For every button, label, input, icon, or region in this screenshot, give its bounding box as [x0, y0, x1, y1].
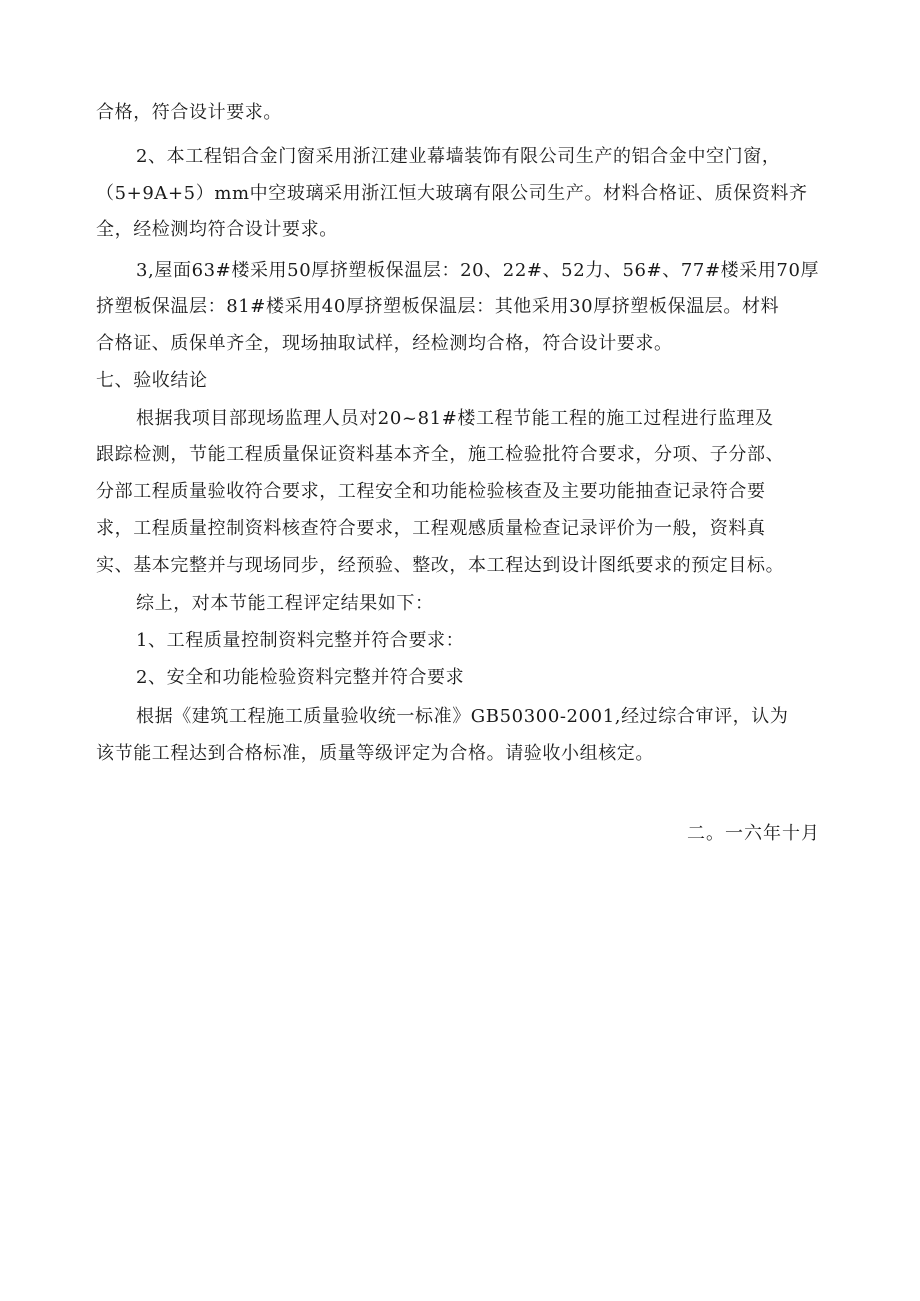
- paragraph-line: 全，经检测均符合设计要求。: [96, 219, 338, 240]
- paragraph-line: 根据《建筑工程施工质量验收统一标准》GB50300-2001,经过综合审评，认为: [136, 706, 789, 727]
- paragraph-line: 该节能工程达到合格标准，质量等级评定为合格。请验收小组核定。: [96, 743, 654, 764]
- paragraph-line: 分部工程质量验收符合要求，工程安全和功能检验核查及主要功能抽查记录符合要: [96, 481, 766, 502]
- paragraph-line: 挤塑板保温层：81#楼采用40厚挤塑板保温层：其他采用30厚挤塑板保温层。材料: [96, 296, 780, 317]
- paragraph-line: 实、基本完整并与现场同步，经预验、整改，本工程达到设计图纸要求的预定目标。: [96, 555, 785, 576]
- paragraph-line: 跟踪检测，节能工程质量保证资料基本齐全，施工检验批符合要求，分项、子分部、: [96, 444, 785, 465]
- document-date: 二。一六年十月: [687, 823, 820, 844]
- paragraph-line: 综上，对本节能工程评定结果如下：: [136, 593, 434, 614]
- paragraph-line: （5+9A+5）mm中空玻璃采用浙江恒大玻璃有限公司生产。材料合格证、质保资料齐: [96, 183, 808, 204]
- section-heading: 七、验收结论: [96, 370, 208, 391]
- list-item: 1、工程质量控制资料完整并符合要求：: [136, 630, 465, 651]
- paragraph-line: 3,屋面63#楼采用50厚挤塑板保温层：20、22#、52力、56#、77#楼采用70厚: [136, 260, 820, 281]
- paragraph-line: 求，工程质量控制资料核查符合要求，工程观感质量检查记录评价为一般，资料真: [96, 518, 766, 539]
- paragraph-line: 2、本工程铝合金门窗采用浙江建业幕墙装饰有限公司生产的铝合金中空门窗，: [136, 146, 781, 167]
- paragraph-line: 根据我项目部现场监理人员对20~81#楼工程节能工程的施工过程进行监理及: [136, 408, 774, 429]
- paragraph-line: 合格证、质保单齐全，现场抽取试样，经检测均合格，符合设计要求。: [96, 333, 673, 354]
- paragraph-line: 合格，符合设计要求。: [96, 102, 282, 123]
- list-item: 2、安全和功能检验资料完整并符合要求: [136, 667, 465, 688]
